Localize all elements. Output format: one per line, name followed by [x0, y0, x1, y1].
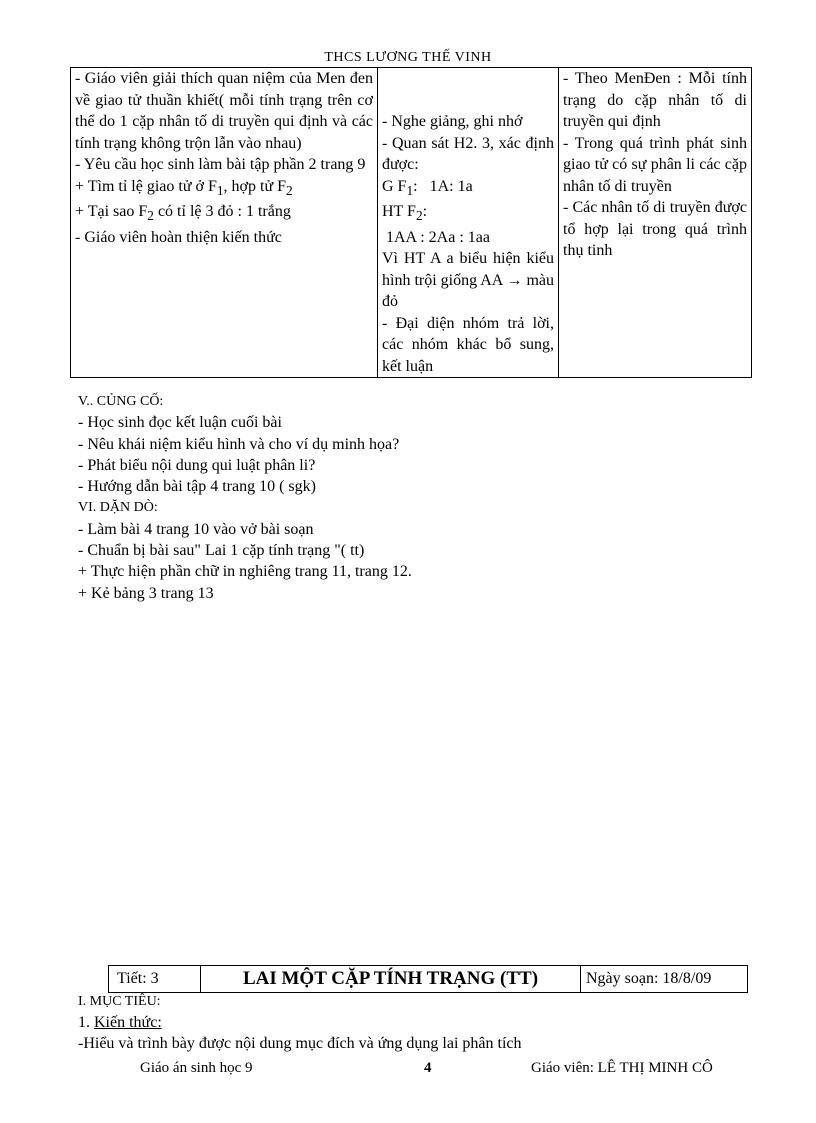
list-item: Vì HT A a biểu hiện kiểu hình trội giống AA → màu đỏ [382, 250, 554, 311]
content-cell [559, 68, 752, 378]
subsection-prefix: 1. [78, 1014, 94, 1031]
list-item: - Quan sát H2. 3, xác định được: [382, 134, 554, 173]
list-item: - Chuẩn bị bài sau" Lai 1 cặp tính trạng "( tt) [78, 542, 365, 560]
list-item: - Theo MenĐen : Mỗi tính trạng do cặp nhân tố di truyền qui định [563, 70, 747, 130]
list-item: HT $F_2$: [382, 203, 428, 224]
list-item: - Giáo viên giải thích quan niệm của Men đen về giao tử thuần khiết( mỗi tính trạng trên cơ thể do 1 cặp nhân tố di truyền qui định và các tính trạng không trộn lẫn vào nhau) [75, 70, 373, 152]
page-footer [0, 1060, 816, 1080]
list-item: - Làm bài 4 trang 10 vào vở bài soạn [78, 520, 314, 538]
subsection-title: Kiến thức: [94, 1014, 162, 1031]
section-heading: VI. DẶN DÒ: [78, 500, 158, 516]
list-item: + Thực hiện phần chữ in nghiêng trang 11, trang 12. [78, 563, 412, 581]
lesson-number: Tiết: 3 [109, 966, 201, 992]
list-item: - Phát biểu nội dung qui luật phân li? [78, 456, 316, 474]
list-item: + Kẻ bảng 3 trang 13 [78, 584, 214, 602]
lesson-title-box [108, 965, 748, 993]
objectives-section [78, 991, 521, 1054]
page-header: THCS LƯƠNG THẾ VINH [324, 50, 492, 65]
list-item: - Học sinh đọc kết luận cuối bài [78, 414, 282, 432]
list-item: + Tại sao $F_2$ có tỉ lệ 3 đỏ : 1 trắng [75, 203, 291, 224]
lesson-date: Ngày soạn: 18/8/09 [586, 970, 712, 987]
list-item: 1AA : 2Aa : 1aa [386, 228, 490, 246]
list-item: - Đại diện nhóm trả lời, các nhóm khác bổ sung, kết luận [382, 314, 554, 375]
page-number: 4 [424, 1060, 432, 1076]
list-item: - Nghe giảng, ghi nhớ [382, 113, 523, 130]
subsection-heading [78, 1012, 521, 1033]
list-item: - Nêu khái niệm kiểu hình và cho ví dụ minh họa? [78, 435, 400, 453]
section-heading: I. MỤC TIÊU: [78, 994, 161, 1009]
table-row [71, 68, 752, 378]
list-item: + Tìm tỉ lệ giao tử ở $F_1$, hợp tử $F_2$ [75, 177, 293, 198]
lesson-title: LAI MỘT CẶP TÍNH TRẠNG (TT) [201, 966, 581, 992]
list-item: - Trong quá trình phát sinh giao tử có sự phân li các cặp nhân tố di truyền [563, 134, 747, 195]
list-item: - Giáo viên hoàn thiện kiến thức [75, 228, 282, 246]
list-item: - Yêu cầu học sinh làm bài tập phần 2 trang 9 [75, 156, 366, 173]
lesson-table [70, 67, 752, 378]
footer-right: Giáo viên: LÊ THỊ MINH CÔ [531, 1060, 713, 1076]
teacher-activity-cell [71, 68, 378, 378]
list-item: G $F_1$: 1A: 1a [382, 177, 473, 198]
student-activity-cell [378, 68, 559, 378]
section-heading: V.. CỦNG CỐ: [78, 394, 164, 409]
footer-left: Giáo án sinh học 9 [140, 1060, 253, 1076]
list-item: - Các nhân tố di truyền được tổ hợp lại trong quá trình thụ tinh [563, 199, 747, 259]
list-item: -Hiểu và trình bày được nội dung mục đích và ứng dụng lai phân tích [78, 1035, 522, 1052]
review-section [78, 391, 758, 604]
list-item: - Hướng dẫn bài tập 4 trang 10 ( sgk) [78, 478, 316, 496]
